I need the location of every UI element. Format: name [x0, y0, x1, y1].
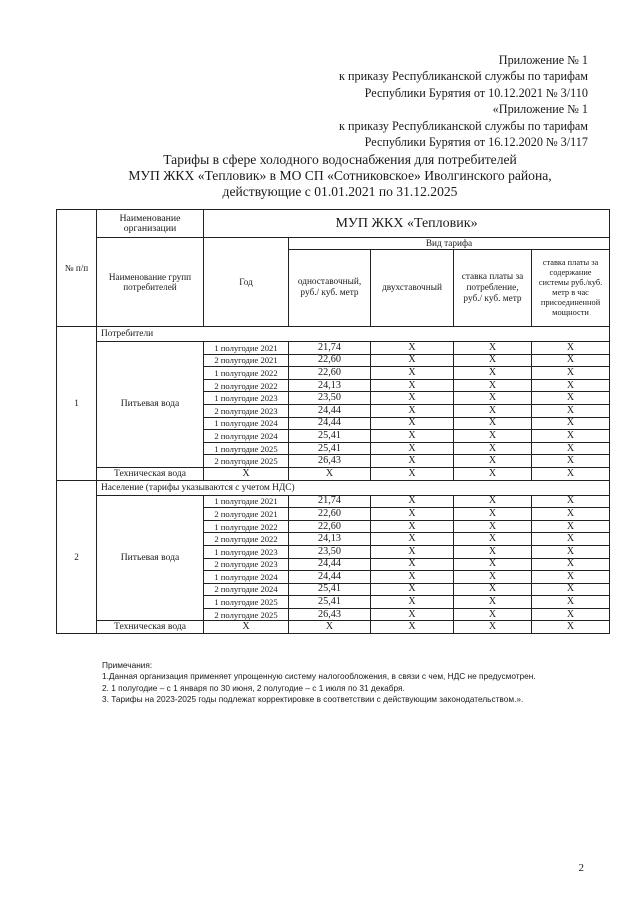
note-item: 1.Данная организация применяет упрощенную систему налогообложения, в связи с чем, НДС не предусмотрен.: [102, 671, 536, 682]
double-rate-cell: X: [371, 583, 454, 596]
header-num: № п/п: [57, 210, 97, 327]
consumption-rate-cell: X: [454, 608, 532, 621]
period-cell: 2 полугодие 2024: [204, 430, 289, 443]
double-rate-cell: X: [371, 392, 454, 405]
header-maintenance: ставка платы за содержание системы руб./куб. метр в час присоединенной мощности: [532, 250, 610, 327]
period-cell: 1 полугодие 2022: [204, 520, 289, 533]
period-cell: 2 полугодие 2025: [204, 455, 289, 468]
maintenance-rate-cell: X: [532, 621, 610, 634]
consumption-rate-cell: X: [454, 596, 532, 609]
maintenance-rate-cell: X: [532, 404, 610, 417]
single-rate-cell: 23,50: [289, 545, 371, 558]
period-cell: X: [204, 621, 289, 634]
header-year: Год: [204, 238, 289, 327]
single-rate-cell: X: [289, 621, 371, 634]
consumption-rate-cell: X: [454, 417, 532, 430]
group-row: [57, 327, 610, 342]
appendix-line: Республики Бурятия от 10.12.2021 № 3/110: [364, 85, 588, 100]
period-cell: 2 полугодие 2021: [204, 354, 289, 367]
consumption-rate-cell: X: [454, 508, 532, 521]
double-rate-cell: X: [371, 596, 454, 609]
single-rate-cell: 24,13: [289, 533, 371, 546]
period-cell: 2 полугодие 2022: [204, 533, 289, 546]
maintenance-rate-cell: X: [532, 571, 610, 584]
maintenance-rate-cell: X: [532, 558, 610, 571]
double-rate-cell: X: [371, 545, 454, 558]
header-groups-label: Наименование групп потребителей: [97, 238, 204, 327]
double-rate-cell: X: [371, 558, 454, 571]
single-rate-cell: 24,44: [289, 558, 371, 571]
period-cell: 2 полугодие 2023: [204, 558, 289, 571]
appendix-line: к приказу Республиканской службы по тарифам: [339, 118, 588, 133]
double-rate-cell: X: [371, 430, 454, 443]
appendix-line: Республики Бурятия от 16.12.2020 № 3/117: [364, 135, 588, 150]
single-rate-cell: 22,60: [289, 520, 371, 533]
title-line: действующие с 01.01.2021 по 31.12.2025: [222, 184, 458, 199]
document-title: [60, 152, 620, 200]
double-rate-cell: X: [371, 508, 454, 521]
maintenance-rate-cell: X: [532, 442, 610, 455]
maintenance-rate-cell: X: [532, 520, 610, 533]
double-rate-cell: X: [371, 608, 454, 621]
consumption-rate-cell: X: [454, 379, 532, 392]
maintenance-rate-cell: X: [532, 379, 610, 392]
single-rate-cell: 22,60: [289, 508, 371, 521]
single-rate-cell: 26,43: [289, 608, 371, 621]
consumption-rate-cell: X: [454, 455, 532, 468]
technical-water-label: Техническая вода: [97, 621, 204, 634]
maintenance-rate-cell: X: [532, 495, 610, 508]
maintenance-rate-cell: X: [532, 455, 610, 468]
period-cell: 1 полугодие 2023: [204, 545, 289, 558]
single-rate-cell: 26,43: [289, 455, 371, 468]
double-rate-cell: X: [371, 495, 454, 508]
maintenance-rate-cell: X: [532, 430, 610, 443]
header-single: одноставочный, руб./ куб. метр: [289, 250, 371, 327]
appendix-line: Приложение № 1: [498, 53, 588, 67]
consumption-rate-cell: X: [454, 533, 532, 546]
maintenance-rate-cell: X: [532, 533, 610, 546]
single-rate-cell: 24,44: [289, 404, 371, 417]
title-line: Тарифы в сфере холодного водоснабжения для потребителей: [163, 152, 517, 167]
consumption-rate-cell: X: [454, 583, 532, 596]
consumption-rate-cell: X: [454, 520, 532, 533]
single-rate-cell: 24,44: [289, 417, 371, 430]
consumption-rate-cell: X: [454, 571, 532, 584]
maintenance-rate-cell: X: [532, 417, 610, 430]
period-cell: 2 полугодие 2024: [204, 583, 289, 596]
single-rate-cell: 22,60: [289, 354, 371, 367]
consumption-rate-cell: X: [454, 392, 532, 405]
header-org-name: МУП ЖКХ «Тепловик»: [204, 210, 610, 238]
double-rate-cell: X: [371, 520, 454, 533]
double-rate-cell: X: [371, 533, 454, 546]
consumer-group: Потребители: [97, 327, 610, 342]
single-rate-cell: 25,41: [289, 442, 371, 455]
period-cell: 1 полугодие 2021: [204, 495, 289, 508]
single-rate-cell: 21,74: [289, 495, 371, 508]
single-rate-cell: 25,41: [289, 596, 371, 609]
tariff-table: [56, 209, 610, 634]
consumption-rate-cell: X: [454, 354, 532, 367]
single-rate-cell: 24,44: [289, 571, 371, 584]
notes-heading: Примечания:: [102, 660, 153, 670]
period-cell: 2 полугодие 2025: [204, 608, 289, 621]
header-double: двухставочный: [371, 250, 454, 327]
maintenance-rate-cell: X: [532, 545, 610, 558]
table-row: [57, 495, 610, 508]
maintenance-rate-cell: X: [532, 596, 610, 609]
maintenance-rate-cell: X: [532, 508, 610, 521]
consumption-rate-cell: X: [454, 621, 532, 634]
consumption-rate-cell: X: [454, 558, 532, 571]
technical-water-label: Техническая вода: [97, 467, 204, 480]
single-rate-cell: 21,74: [289, 342, 371, 355]
technical-water-row: [57, 467, 610, 480]
maintenance-rate-cell: X: [532, 342, 610, 355]
maintenance-rate-cell: X: [532, 367, 610, 380]
maintenance-rate-cell: X: [532, 608, 610, 621]
double-rate-cell: X: [371, 342, 454, 355]
period-cell: 1 полугодие 2024: [204, 571, 289, 584]
consumer-group: Население (тарифы указываются с учетом НДС): [97, 480, 610, 495]
consumption-rate-cell: X: [454, 545, 532, 558]
maintenance-rate-cell: X: [532, 354, 610, 367]
maintenance-rate-cell: X: [532, 467, 610, 480]
double-rate-cell: X: [371, 455, 454, 468]
consumption-rate-cell: X: [454, 467, 532, 480]
single-rate-cell: 23,50: [289, 392, 371, 405]
period-cell: 1 полугодие 2025: [204, 596, 289, 609]
group-row: [57, 480, 610, 495]
single-rate-cell: X: [289, 467, 371, 480]
water-category: Питьевая вода: [97, 342, 204, 468]
header-row-org: [57, 210, 610, 238]
double-rate-cell: X: [371, 379, 454, 392]
appendix-reference: [339, 52, 588, 150]
period-cell: 2 полугодие 2022: [204, 379, 289, 392]
header-row-kind: [57, 238, 610, 250]
period-cell: 2 полугодие 2021: [204, 508, 289, 521]
row-number: 2: [57, 480, 97, 634]
double-rate-cell: X: [371, 404, 454, 417]
period-cell: 1 полугодие 2021: [204, 342, 289, 355]
maintenance-rate-cell: X: [532, 392, 610, 405]
table-row: [57, 342, 610, 355]
period-cell: 2 полугодие 2023: [204, 404, 289, 417]
header-org-label: Наименование организации: [97, 210, 204, 238]
double-rate-cell: X: [371, 367, 454, 380]
maintenance-rate-cell: X: [532, 583, 610, 596]
row-number: 1: [57, 327, 97, 481]
header-consumption: ставка платы за потребление, руб./ куб. метр: [454, 250, 532, 327]
consumption-rate-cell: X: [454, 430, 532, 443]
double-rate-cell: X: [371, 354, 454, 367]
title-line: МУП ЖКХ «Тепловик» в МО СП «Сотниковское» Иволгинского района,: [128, 168, 552, 183]
double-rate-cell: X: [371, 442, 454, 455]
consumption-rate-cell: X: [454, 367, 532, 380]
consumption-rate-cell: X: [454, 495, 532, 508]
page-number: 2: [578, 862, 584, 874]
appendix-line: «Приложение № 1: [492, 102, 588, 117]
period-cell: 1 полугодие 2023: [204, 392, 289, 405]
appendix-line: к приказу Республиканской службы по тарифам: [339, 69, 588, 84]
consumption-rate-cell: X: [454, 342, 532, 355]
double-rate-cell: X: [371, 621, 454, 634]
water-category: Питьевая вода: [97, 495, 204, 621]
note-item: 3. Тарифы на 2023-2025 годы подлежат корректировке в соответствии с действующим законодательством.».: [102, 694, 524, 705]
double-rate-cell: X: [371, 571, 454, 584]
single-rate-cell: 24,13: [289, 379, 371, 392]
period-cell: 1 полугодие 2022: [204, 367, 289, 380]
single-rate-cell: 25,41: [289, 430, 371, 443]
single-rate-cell: 25,41: [289, 583, 371, 596]
period-cell: 1 полугодие 2024: [204, 417, 289, 430]
single-rate-cell: 22,60: [289, 367, 371, 380]
period-cell: 1 полугодие 2025: [204, 442, 289, 455]
header-tariff-type: Вид тарифа: [289, 238, 610, 250]
consumption-rate-cell: X: [454, 404, 532, 417]
period-cell: X: [204, 467, 289, 480]
technical-water-row: [57, 621, 610, 634]
consumption-rate-cell: X: [454, 442, 532, 455]
double-rate-cell: X: [371, 467, 454, 480]
note-item: 2. 1 полугодие – с 1 января по 30 июня, 2 полугодие – с 1 июля по 31 декабря.: [102, 682, 405, 693]
double-rate-cell: X: [371, 417, 454, 430]
notes: [102, 660, 622, 706]
